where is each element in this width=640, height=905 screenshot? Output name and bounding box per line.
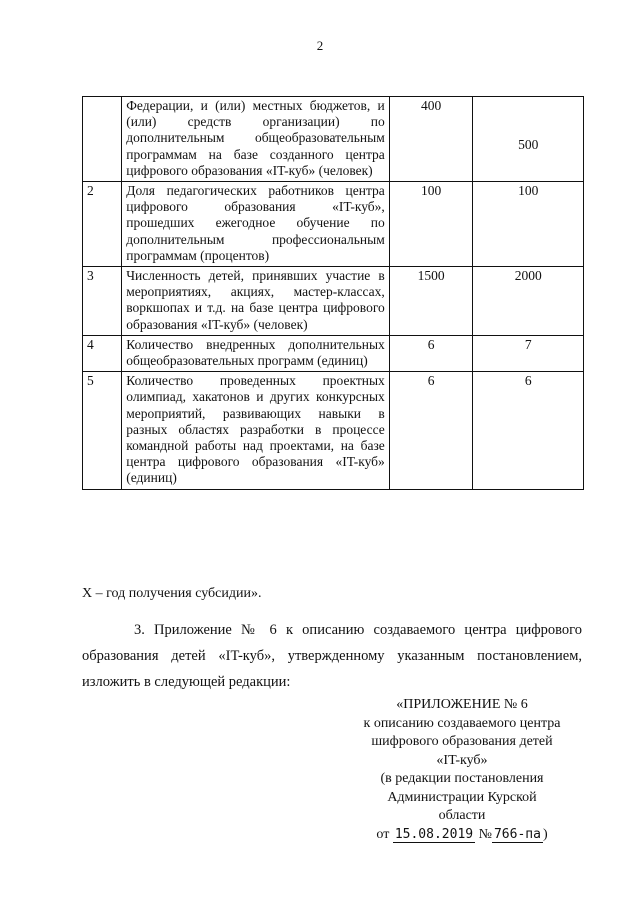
appendix-heading-block [340, 696, 584, 844]
amendment-paragraph [82, 617, 582, 695]
indicator-value-second: 7 [473, 335, 584, 371]
indicator-description: Доля педагогических работников центра цифрового образования «IT-куб», прошедших ежегодное обучение по дополнительным профессиональным программам (процентов) [122, 182, 390, 267]
table-row [83, 182, 584, 267]
indicator-value-second: 6 [473, 372, 584, 489]
row-number: 3 [83, 267, 122, 336]
row-number [83, 97, 122, 182]
indicator-value-second: 100 [473, 182, 584, 267]
number-prefix: № [478, 826, 492, 842]
table-row [83, 372, 584, 489]
decree-date-line [340, 826, 584, 845]
appendix-title: «ПРИЛОЖЕНИЕ № 6 [396, 697, 528, 712]
table-footnote: X – год получения субсидии». [82, 586, 262, 601]
indicator-value-first: 1500 [389, 267, 473, 336]
table-row [83, 97, 584, 182]
row-number: 2 [83, 182, 122, 267]
page-number: 2 [316, 38, 324, 53]
appendix-line: области [438, 808, 486, 823]
indicator-value-first: 6 [389, 335, 473, 371]
amendment-text: 3. Приложение № 6 к описанию создаваемого центра цифрового образования детей «IT-куб», утвержденному указанным постановлением, изложить в следующей редакции: [82, 622, 582, 690]
indicator-value-second: 500 [473, 97, 584, 182]
table-row [83, 267, 584, 336]
indicator-value-first: 100 [389, 182, 473, 267]
appendix-line: Администрации Курской [387, 789, 537, 805]
closing-bracket: ) [542, 826, 548, 842]
decree-date: 15.08.2019 [394, 826, 474, 842]
table-row [83, 335, 584, 371]
indicators-table [82, 96, 584, 490]
appendix-line: «IT-куб» [436, 752, 488, 768]
indicator-value-first: 400 [389, 97, 473, 182]
indicator-description: Федерации, и (или) местных бюджетов, и (или) средств организации) по дополнительным общеобразовательным программам на базе созданного центра цифрового образования «IT-куб» (человек) [122, 97, 390, 182]
indicator-description: Численность детей, принявших участие в мероприятиях, акциях, мастер-классах, воркшопах и т.д. на базе центра цифрового образования «IT-куб» (человек) [122, 267, 390, 336]
indicator-value-first: 6 [389, 372, 473, 489]
indicator-description: Количество проведенных проектных олимпиад, хакатонов и других конкурсных мероприятий, развивающих навыки в разных областях разработки в процессе командной работы над проектами, на базе центра цифрового образования «IT-куб» (единиц) [122, 372, 390, 489]
indicator-description: Количество внедренных дополнительных общеобразовательных программ (единиц) [122, 335, 390, 371]
row-number: 5 [83, 372, 122, 489]
indicator-value-second: 2000 [473, 267, 584, 336]
decree-number: 766-па [493, 826, 541, 842]
appendix-line: к описанию создаваемого центра [363, 715, 561, 731]
appendix-line: шифрового образования детей [371, 734, 553, 749]
date-prefix: от [376, 826, 390, 842]
row-number: 4 [83, 335, 122, 371]
appendix-line: (в редакции постановления [380, 771, 544, 786]
